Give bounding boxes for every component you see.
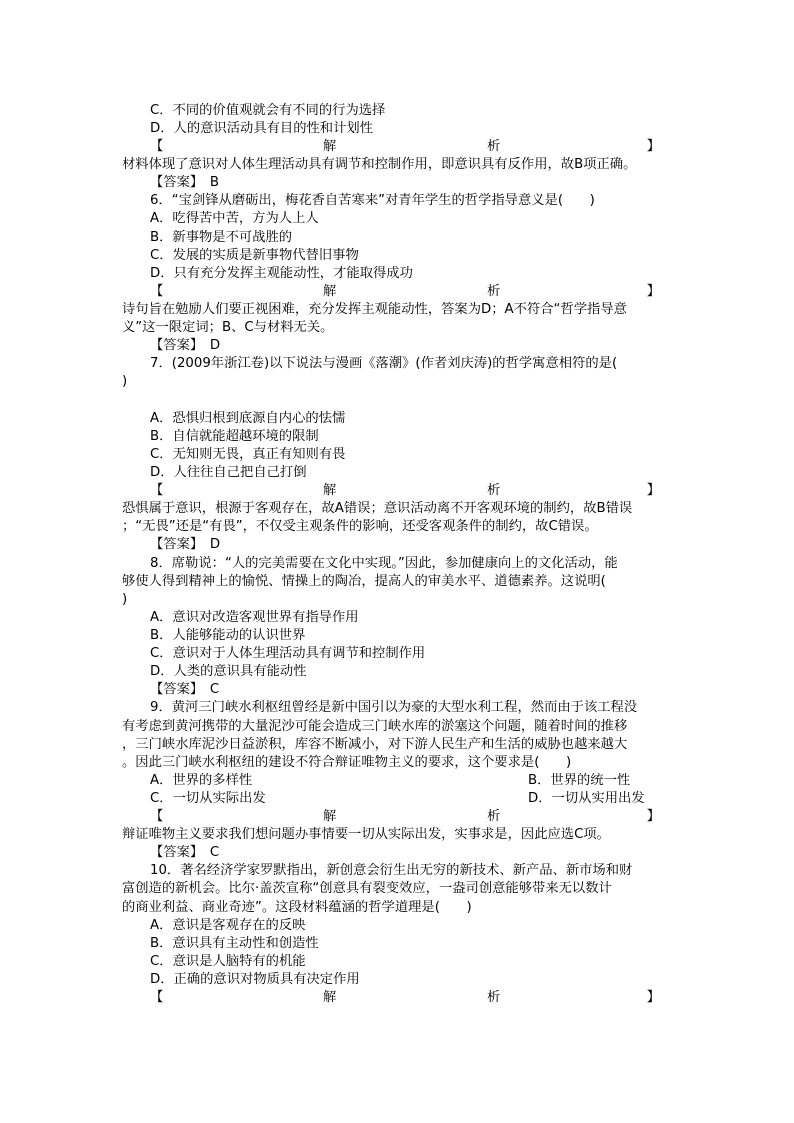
question-10-stem-line-1: 10．著名经济学家罗默指出，新创意会衍生出无穷的新技术、新产品、新市场和财 xyxy=(150,863,633,878)
option-a: A．恐惧归根到底源自内心的怯懦 xyxy=(150,411,346,426)
analysis-text-line-2: ；“无畏”还是“有畏”，不仅受主观条件的影响，还受客观条件的制约，故C错误。 xyxy=(122,519,598,534)
bracket-close: 】 xyxy=(646,483,660,498)
option-d: D．一切从实用出发 xyxy=(528,791,645,806)
bracket-open: 【 xyxy=(150,284,164,299)
answer: 【答案】 D xyxy=(150,338,221,353)
analysis-char-1: 解 xyxy=(323,139,337,154)
analysis-char-2: 析 xyxy=(487,809,501,824)
analysis-header xyxy=(150,808,660,826)
option-a: A．意识是客观存在的反映 xyxy=(150,918,306,933)
question-7-stem-line-2: ) xyxy=(122,374,128,389)
analysis-char-2: 析 xyxy=(487,483,501,498)
question-10-stem-line-2: 富创造的新机会。比尔·盖茨宣称“创意具有裂变效应，一盎司创意能够带来无以数计 xyxy=(122,881,612,896)
answer: 【答案】 B xyxy=(150,175,219,190)
answer: 【答案】 C xyxy=(150,845,220,860)
option-b: B．新事物是不可战胜的 xyxy=(150,230,293,245)
analysis-char-1: 解 xyxy=(323,284,337,299)
option-b: B．自信就能超越环境的限制 xyxy=(150,429,319,444)
option-d: D．人的意识活动具有目的性和计划性 xyxy=(150,121,373,136)
option-b: B．意识具有主动性和创造性 xyxy=(150,936,319,951)
analysis-char-1: 解 xyxy=(323,990,337,1005)
bracket-open: 【 xyxy=(150,990,164,1005)
analysis-header xyxy=(150,989,660,1007)
question-9-stem-line-4: 。因此三门峡水利枢纽的建设不符合辩证唯物主义的要求，这个要求是( ) xyxy=(122,755,572,770)
analysis-char-2: 析 xyxy=(487,139,501,154)
question-10-stem-line-3: 的商业利益、商业奇迹”。这段材料蕴涵的哲学道理是( ) xyxy=(122,900,472,915)
option-d: D．只有充分发挥主观能动性，才能取得成功 xyxy=(150,266,413,281)
question-6-stem: 6．“宝剑锋从磨砺出，梅花香自苦寒来”对青年学生的哲学指导意义是( ) xyxy=(150,193,595,208)
analysis-text: 辩证唯物主义要求我们想问题办事情要一切从实际出发，实事求是，因此应选C项。 xyxy=(122,827,610,842)
analysis-header xyxy=(150,138,660,156)
analysis-text-line-1: 恐惧属于意识，根源于客观存在，故A错误；意识活动离不开客观环境的制约，故B错误 xyxy=(122,501,633,516)
option-c: C．意识是人脑特有的机能 xyxy=(150,954,306,969)
analysis-header xyxy=(150,283,660,301)
answer: 【答案】 D xyxy=(150,537,221,552)
bracket-close: 】 xyxy=(646,139,660,154)
bracket-open: 【 xyxy=(150,809,164,824)
analysis-char-1: 解 xyxy=(323,483,337,498)
question-9-stem-line-3: ，三门峡水库泥沙日益淤积，库容不断减小，对下游人民生产和生活的威胁也越来越大 xyxy=(122,737,628,752)
option-d: D．人往往自己把自己打倒 xyxy=(150,465,307,480)
option-a: A．意识对改造客观世界有指导作用 xyxy=(150,610,359,625)
option-b: B．世界的统一性 xyxy=(528,773,631,788)
analysis-char-1: 解 xyxy=(323,809,337,824)
option-c: C．发展的实质是新事物代替旧事物 xyxy=(150,248,359,263)
option-c: C．意识对于人体生理活动具有调节和控制作用 xyxy=(150,646,426,661)
question-7-stem-line-1: 7．(2009年浙江卷)以下说法与漫画《落潮》(作者刘庆涛)的哲学寓意相符的是( xyxy=(150,356,618,371)
option-c: C．不同的价值观就会有不同的行为选择 xyxy=(150,103,386,118)
bracket-close: 】 xyxy=(646,284,660,299)
question-8-stem-line-3: ) xyxy=(122,592,128,607)
analysis-text: 材料体现了意识对人体生理活动具有调节和控制作用，即意识具有反作用，故B项正确。 xyxy=(122,157,637,172)
analysis-text-line-2: 义”这一限定词；B、C与材料无关。 xyxy=(122,320,334,335)
bracket-open: 【 xyxy=(150,139,164,154)
analysis-char-2: 析 xyxy=(487,284,501,299)
option-c: C．无知则无畏，真正有知则有畏 xyxy=(150,447,346,462)
question-9-stem-line-2: 有考虑到黄河携带的大量泥沙可能会造成三门峡水库的淤塞这个问题，随着时间的推移 xyxy=(122,719,628,734)
bracket-close: 】 xyxy=(646,809,660,824)
analysis-char-2: 析 xyxy=(487,990,501,1005)
option-d: D．人类的意识具有能动性 xyxy=(150,664,307,679)
question-8-stem-line-1: 8．席勒说：“人的完美需要在文化中实现。”因此，参加健康向上的文化活动，能 xyxy=(150,556,618,571)
option-a: A．世界的多样性 xyxy=(150,773,253,788)
question-9-stem-line-1: 9．黄河三门峡水利枢纽曾经是新中国引以为豪的大型水利工程，然而由于该工程没 xyxy=(150,700,638,715)
question-8-stem-line-2: 够使人得到精神上的愉悦、情操上的陶冶，提高人的审美水平、道德素养。这说明( xyxy=(122,574,606,589)
analysis-text-line-1: 诗句旨在勉励人们要正视困难，充分发挥主观能动性，答案为D；A不符合“哲学指导意 xyxy=(122,302,627,317)
option-c: C．一切从实际出发 xyxy=(150,791,266,806)
option-d: D．正确的意识对物质具有决定作用 xyxy=(150,972,360,987)
options-row-cd xyxy=(150,790,650,808)
option-a: A．吃得苦中苦，方为人上人 xyxy=(150,211,319,226)
option-b: B．人能够能动的认识世界 xyxy=(150,628,306,643)
options-row-ab xyxy=(150,772,650,790)
analysis-header xyxy=(150,482,660,500)
bracket-open: 【 xyxy=(150,483,164,498)
bracket-close: 】 xyxy=(646,990,660,1005)
answer: 【答案】 C xyxy=(150,682,220,697)
